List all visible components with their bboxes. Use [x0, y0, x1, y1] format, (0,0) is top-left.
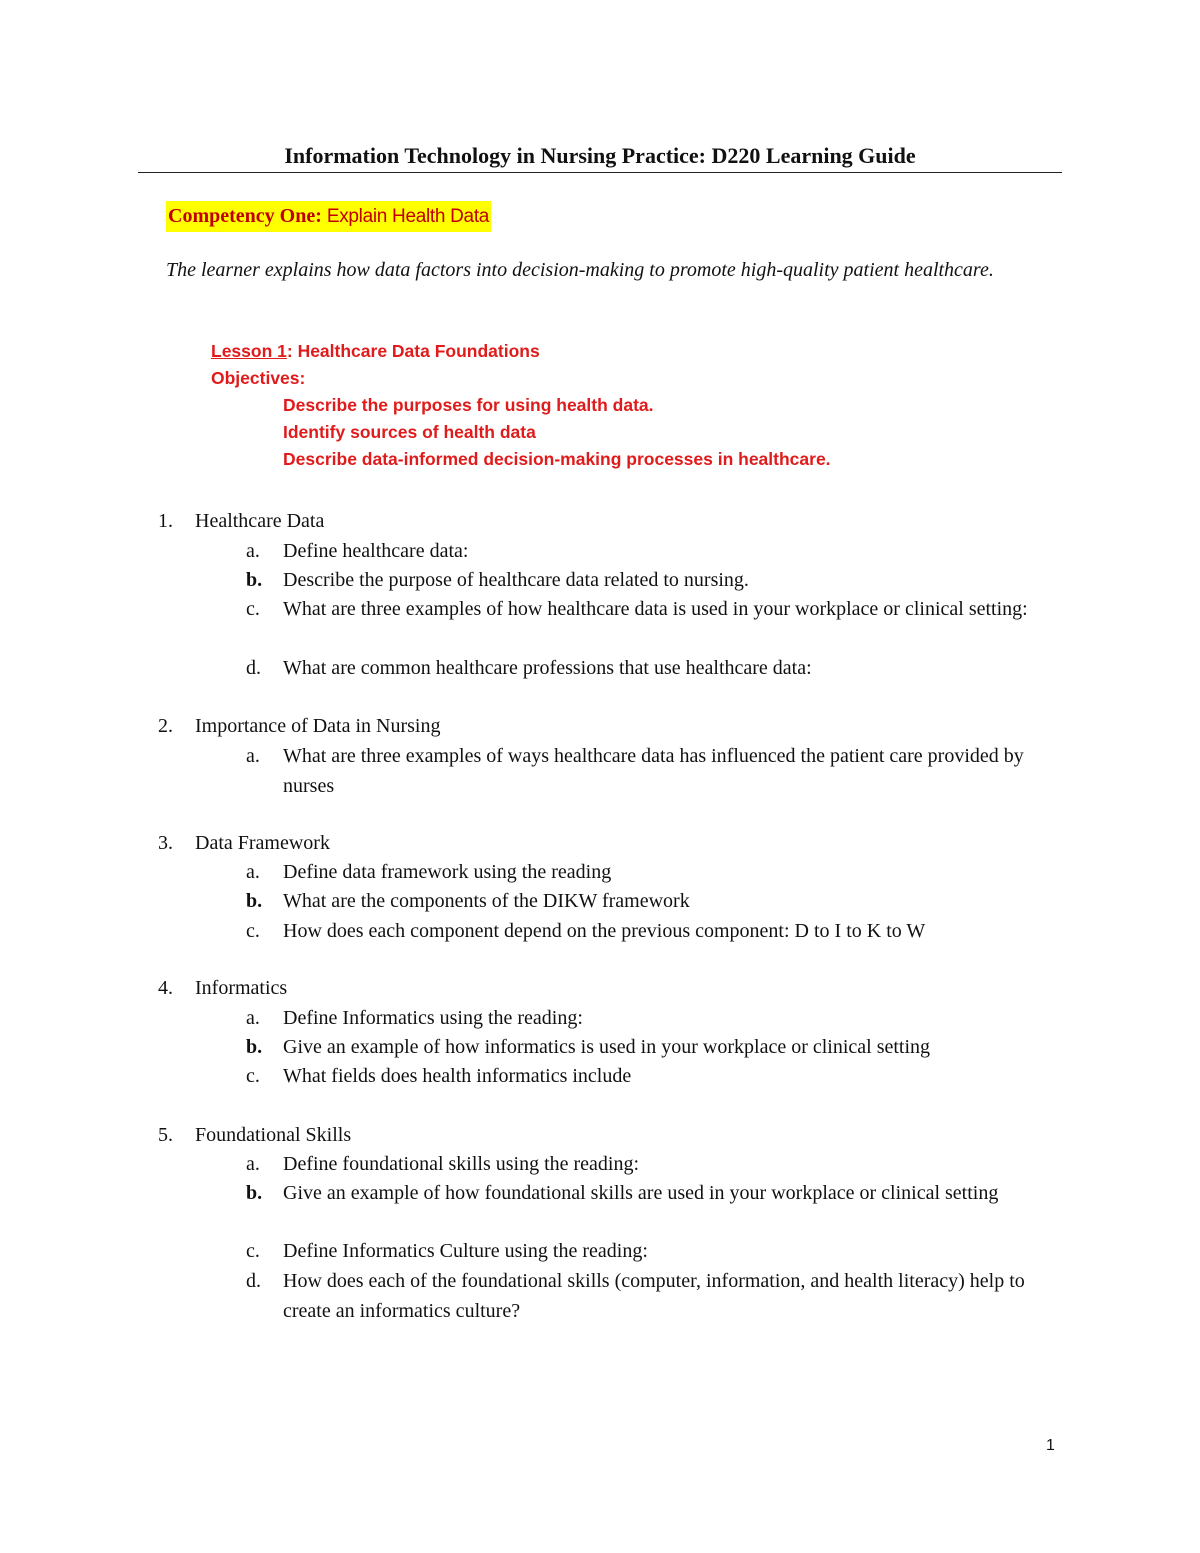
objectives-label: Objectives:: [211, 368, 306, 388]
item-letter: a.: [246, 1007, 260, 1029]
lesson-heading: [211, 338, 540, 365]
question-item: What are common healthcare professions that use healthcare data:: [283, 657, 812, 679]
question-item: How does each of the foundational skills (computer, information, and health literacy) help to create an informatics culture?: [283, 1270, 1025, 1322]
question-item: Give an example of how informatics is used in your workplace or clinical setting: [283, 1036, 931, 1058]
section-number: 2.: [158, 715, 173, 737]
section-number: 3.: [158, 832, 173, 854]
lesson-number: Lesson 1: [211, 341, 287, 361]
item-letter: d.: [246, 1270, 261, 1292]
item-letter: c.: [246, 598, 260, 620]
item-letter: c.: [246, 1065, 260, 1087]
question-item: What are the components of the DIKW framework: [283, 890, 690, 912]
document-title: Information Technology in Nursing Practice: D220 Learning Guide: [284, 143, 916, 168]
item-letter: a.: [246, 745, 260, 767]
item-letter: a.: [246, 861, 260, 883]
objective-item: Identify sources of health data: [283, 422, 536, 442]
question-item: Define data framework using the reading: [283, 861, 612, 883]
question-item: What are three examples of how healthcare data is used in your workplace or clinical setting:: [283, 598, 1028, 620]
item-letter: c.: [246, 920, 260, 942]
page-number: 1: [1046, 1437, 1055, 1454]
question-item: Describe the purpose of healthcare data related to nursing.: [283, 569, 749, 591]
section-number: 4.: [158, 977, 173, 999]
section-number: 5.: [158, 1124, 173, 1146]
title-underline-rule: [138, 172, 1062, 173]
item-letter: b.: [246, 569, 263, 591]
question-item: Define Informatics using the reading:: [283, 1007, 583, 1029]
question-item: What are three examples of ways healthcare data has influenced the patient care provided by nurses: [283, 745, 1024, 797]
lesson-title: : Healthcare Data Foundations: [286, 341, 540, 361]
section-title: Importance of Data in Nursing: [195, 715, 441, 737]
question-item: Give an example of how foundational skills are used in your workplace or clinical setting: [283, 1182, 999, 1204]
item-letter: b.: [246, 890, 263, 912]
item-letter: a.: [246, 1153, 260, 1175]
objective-item: Describe the purposes for using health data.: [283, 395, 654, 415]
item-letter: c.: [246, 1240, 260, 1262]
section-title: Healthcare Data: [195, 510, 325, 532]
item-letter: b.: [246, 1182, 263, 1204]
question-item: Define Informatics Culture using the reading:: [283, 1240, 648, 1262]
competency-description: The learner explains how data factors into decision-making to promote high-quality patient healthcare.: [166, 259, 994, 281]
objective-item: Describe data-informed decision-making processes in healthcare.: [283, 449, 831, 469]
section-title: Data Framework: [195, 832, 330, 854]
section-number: 1.: [158, 510, 173, 532]
item-letter: d.: [246, 657, 261, 679]
question-item: How does each component depend on the previous component: D to I to K to W: [283, 920, 926, 942]
item-letter: a.: [246, 540, 260, 562]
section-title: Informatics: [195, 977, 288, 999]
question-item: Define healthcare data:: [283, 540, 469, 562]
question-item: Define foundational skills using the reading:: [283, 1153, 640, 1175]
section-title: Foundational Skills: [195, 1124, 352, 1146]
competency-name: Explain Health Data: [321, 206, 490, 227]
competency-heading: [166, 201, 491, 232]
item-letter: b.: [246, 1036, 263, 1058]
question-item: What fields does health informatics include: [283, 1065, 632, 1087]
competency-label: Competency One:: [168, 205, 322, 227]
